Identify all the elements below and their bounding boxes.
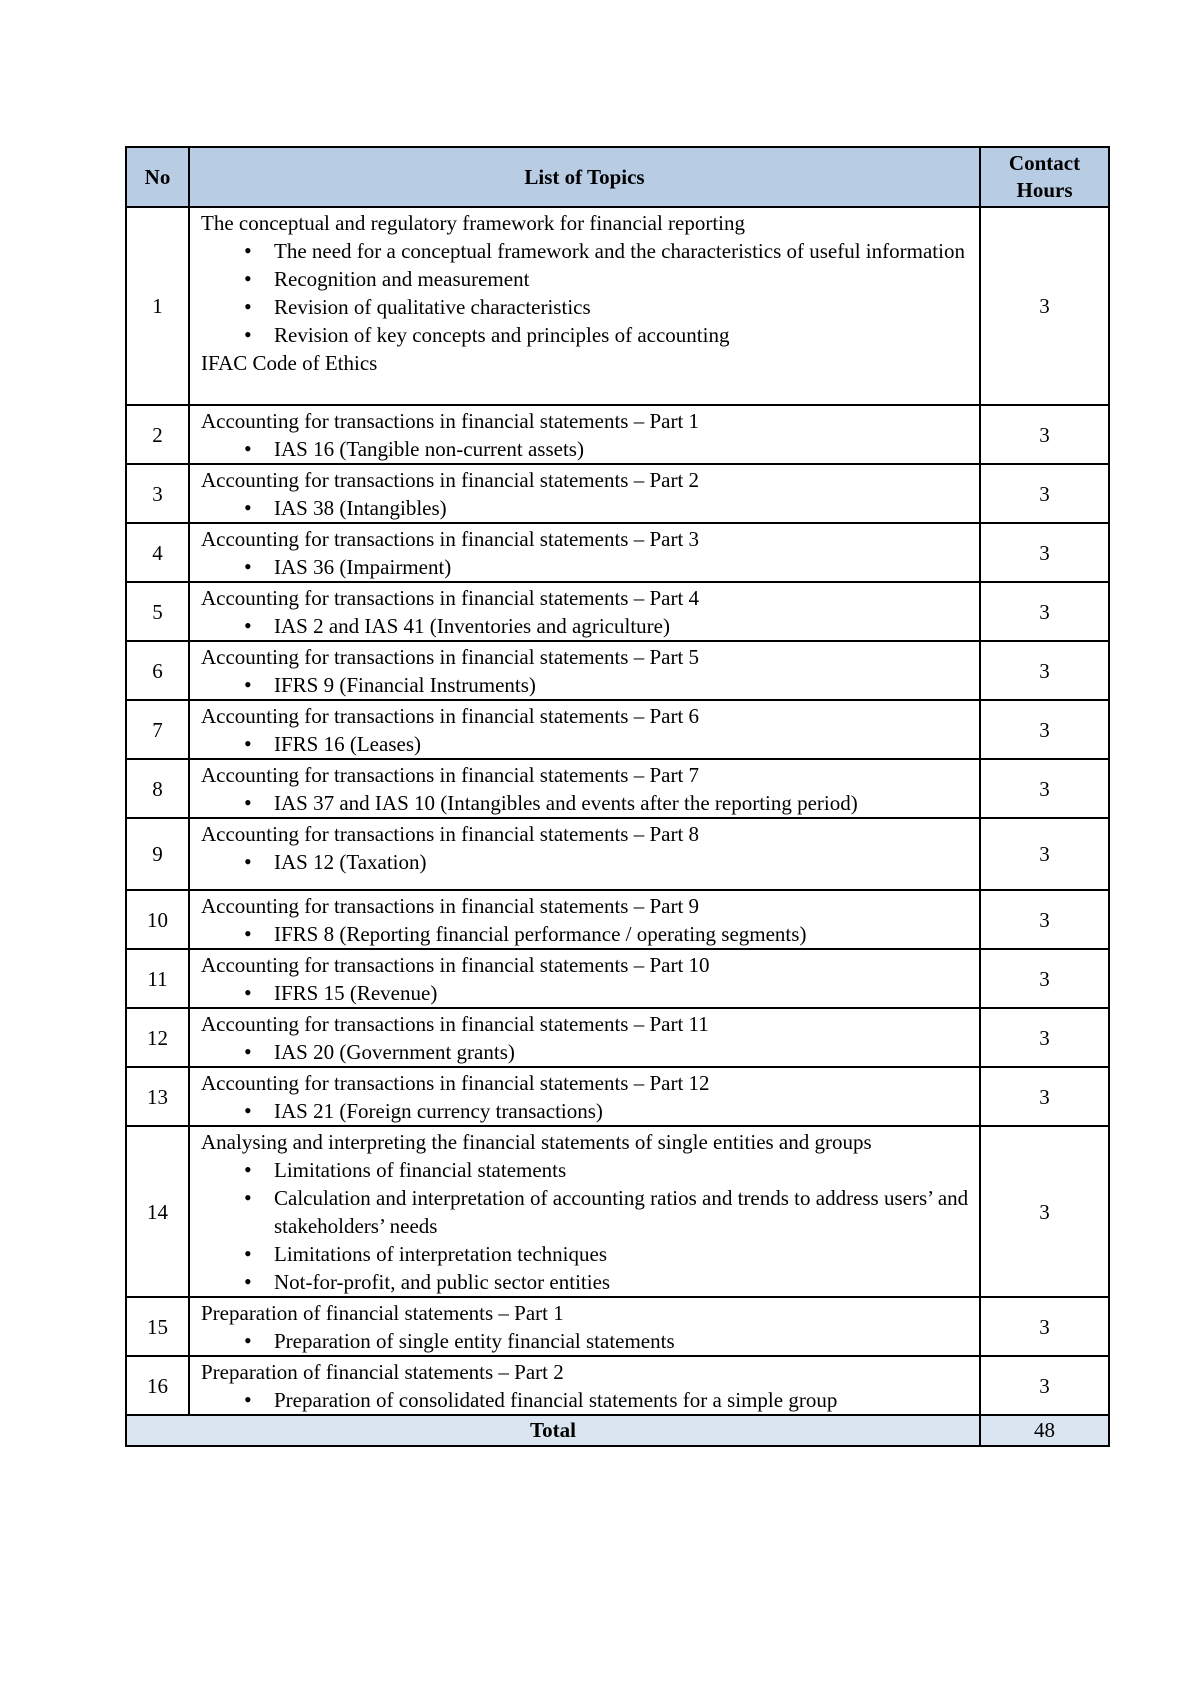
topic-title: The conceptual and regulatory framework for financial reporting [201, 211, 746, 235]
topic-bullet: • IAS 16 (Tangible non-current assets) [274, 435, 971, 463]
table-row [126, 1126, 1109, 1297]
topic-title: Accounting for transactions in financial statements – Part 4 [201, 586, 700, 610]
row-number: 14 [126, 1126, 189, 1297]
row-number: 8 [126, 759, 189, 818]
header-topics: List of Topics [189, 147, 980, 207]
contact-hours: 3 [980, 405, 1109, 464]
topic-bullet: • IAS 20 (Government grants) [274, 1038, 971, 1066]
row-number: 7 [126, 700, 189, 759]
row-number: 12 [126, 1008, 189, 1067]
table-row [126, 890, 1109, 949]
topic-bullet: • Limitations of financial statements [274, 1156, 971, 1184]
topic-cell [189, 1297, 980, 1356]
table-header-row [126, 147, 1109, 207]
contact-hours: 3 [980, 641, 1109, 700]
topic-bullet-list [201, 612, 971, 640]
contact-hours: 3 [980, 700, 1109, 759]
topic-cell [189, 890, 980, 949]
topic-title: Accounting for transactions in financial statements – Part 7 [201, 763, 700, 787]
topic-cell [189, 1356, 980, 1415]
topic-title: Accounting for transactions in financial statements – Part 2 [201, 468, 700, 492]
topic-bullet-list [201, 1038, 971, 1066]
contact-hours: 3 [980, 464, 1109, 523]
topic-bullet: • IFRS 9 (Financial Instruments) [274, 671, 971, 699]
table-row [126, 523, 1109, 582]
total-hours: 48 [980, 1415, 1109, 1446]
topic-footer: IFAC Code of Ethics [201, 351, 378, 375]
topic-title: Accounting for transactions in financial statements – Part 12 [201, 1071, 710, 1095]
topic-bullet: • IFRS 16 (Leases) [274, 730, 971, 758]
row-number: 11 [126, 949, 189, 1008]
topic-cell [189, 405, 980, 464]
table-row [126, 207, 1109, 405]
contact-hours: 3 [980, 890, 1109, 949]
topic-cell [189, 523, 980, 582]
total-row [126, 1415, 1109, 1446]
topic-cell [189, 818, 980, 890]
topic-cell [189, 1067, 980, 1126]
row-number: 13 [126, 1067, 189, 1126]
topic-bullet-list [201, 979, 971, 1007]
topic-cell [189, 1126, 980, 1297]
topic-bullet-list [201, 848, 971, 876]
table-row [126, 1356, 1109, 1415]
table-row [126, 949, 1109, 1008]
topic-cell [189, 464, 980, 523]
topic-title: Accounting for transactions in financial statements – Part 9 [201, 894, 700, 918]
table-row [126, 405, 1109, 464]
topic-bullet-list [201, 730, 971, 758]
contact-hours: 3 [980, 582, 1109, 641]
table-row [126, 1008, 1109, 1067]
topic-bullet-list [201, 920, 971, 948]
topic-cell [189, 1008, 980, 1067]
topic-bullet-list [201, 435, 971, 463]
topic-cell [189, 759, 980, 818]
topic-title: Analysing and interpreting the financial statements of single entities and groups [201, 1130, 872, 1154]
topic-bullet: • IAS 12 (Taxation) [274, 848, 971, 876]
topics-table [125, 146, 1110, 1447]
topic-title: Accounting for transactions in financial statements – Part 1 [201, 409, 700, 433]
table-row [126, 1297, 1109, 1356]
table-row [126, 818, 1109, 890]
topic-bullet: • Calculation and interpretation of accounting ratios and trends to address users’ and stakeholders’ needs [274, 1184, 971, 1240]
contact-hours: 3 [980, 1126, 1109, 1297]
topic-bullet: • Limitations of interpretation techniques [274, 1240, 971, 1268]
topic-title: Accounting for transactions in financial statements – Part 3 [201, 527, 700, 551]
topic-bullet-list [201, 1327, 971, 1355]
topic-bullet: • Recognition and measurement [274, 265, 971, 293]
topic-cell [189, 700, 980, 759]
topic-title: Preparation of financial statements – Part 2 [201, 1360, 564, 1384]
topic-bullet: • IFRS 8 (Reporting financial performance / operating segments) [274, 920, 971, 948]
header-no: No [126, 147, 189, 207]
table-row [126, 700, 1109, 759]
topic-bullet: • IFRS 15 (Revenue) [274, 979, 971, 1007]
topic-title: Preparation of financial statements – Part 1 [201, 1301, 564, 1325]
contact-hours: 3 [980, 1067, 1109, 1126]
topic-bullet: • Revision of qualitative characteristics [274, 293, 971, 321]
row-number: 1 [126, 207, 189, 405]
contact-hours: 3 [980, 207, 1109, 405]
topic-bullet-list [201, 671, 971, 699]
row-number: 2 [126, 405, 189, 464]
topic-cell [189, 207, 980, 405]
table-row [126, 464, 1109, 523]
topic-bullet: • IAS 21 (Foreign currency transactions) [274, 1097, 971, 1125]
contact-hours: 3 [980, 759, 1109, 818]
topic-cell [189, 582, 980, 641]
contact-hours: 3 [980, 1297, 1109, 1356]
contact-hours: 3 [980, 523, 1109, 582]
topic-bullet-list [201, 1097, 971, 1125]
contact-hours: 3 [980, 1008, 1109, 1067]
contact-hours: 3 [980, 818, 1109, 890]
topic-bullet: • IAS 37 and IAS 10 (Intangibles and events after the reporting period) [274, 789, 971, 817]
row-number: 15 [126, 1297, 189, 1356]
row-number: 4 [126, 523, 189, 582]
contact-hours: 3 [980, 949, 1109, 1008]
table-row [126, 759, 1109, 818]
topic-bullet: • IAS 36 (Impairment) [274, 553, 971, 581]
topic-cell [189, 949, 980, 1008]
total-label: Total [126, 1415, 980, 1446]
header-hours: Contact Hours [980, 147, 1109, 207]
topic-bullet: • The need for a conceptual framework and the characteristics of useful information [274, 237, 971, 265]
row-number: 9 [126, 818, 189, 890]
table-row [126, 1067, 1109, 1126]
topic-title: Accounting for transactions in financial statements – Part 6 [201, 704, 700, 728]
topic-bullet-list [201, 789, 971, 817]
topic-bullet: • Revision of key concepts and principles of accounting [274, 321, 971, 349]
topic-bullet: • IAS 2 and IAS 41 (Inventories and agriculture) [274, 612, 971, 640]
row-number: 16 [126, 1356, 189, 1415]
row-number: 5 [126, 582, 189, 641]
topic-bullet-list [201, 494, 971, 522]
table-body [126, 207, 1109, 1415]
topic-title: Accounting for transactions in financial statements – Part 10 [201, 953, 710, 977]
topic-title: Accounting for transactions in financial statements – Part 5 [201, 645, 700, 669]
table-row [126, 641, 1109, 700]
topic-title: Accounting for transactions in financial statements – Part 11 [201, 1012, 709, 1036]
table-row [126, 582, 1109, 641]
topic-title: Accounting for transactions in financial statements – Part 8 [201, 822, 700, 846]
row-number: 10 [126, 890, 189, 949]
row-number: 6 [126, 641, 189, 700]
topic-cell [189, 641, 980, 700]
topic-bullet: • IAS 38 (Intangibles) [274, 494, 971, 522]
topic-bullet-list [201, 237, 971, 349]
topic-bullet-list [201, 1386, 971, 1414]
row-number: 3 [126, 464, 189, 523]
topic-bullet: • Preparation of consolidated financial statements for a simple group [274, 1386, 971, 1414]
contact-hours: 3 [980, 1356, 1109, 1415]
topic-bullet: • Preparation of single entity financial statements [274, 1327, 971, 1355]
topic-bullet-list [201, 553, 971, 581]
topic-bullet-list [201, 1156, 971, 1296]
topic-bullet: • Not-for-profit, and public sector entities [274, 1268, 971, 1296]
